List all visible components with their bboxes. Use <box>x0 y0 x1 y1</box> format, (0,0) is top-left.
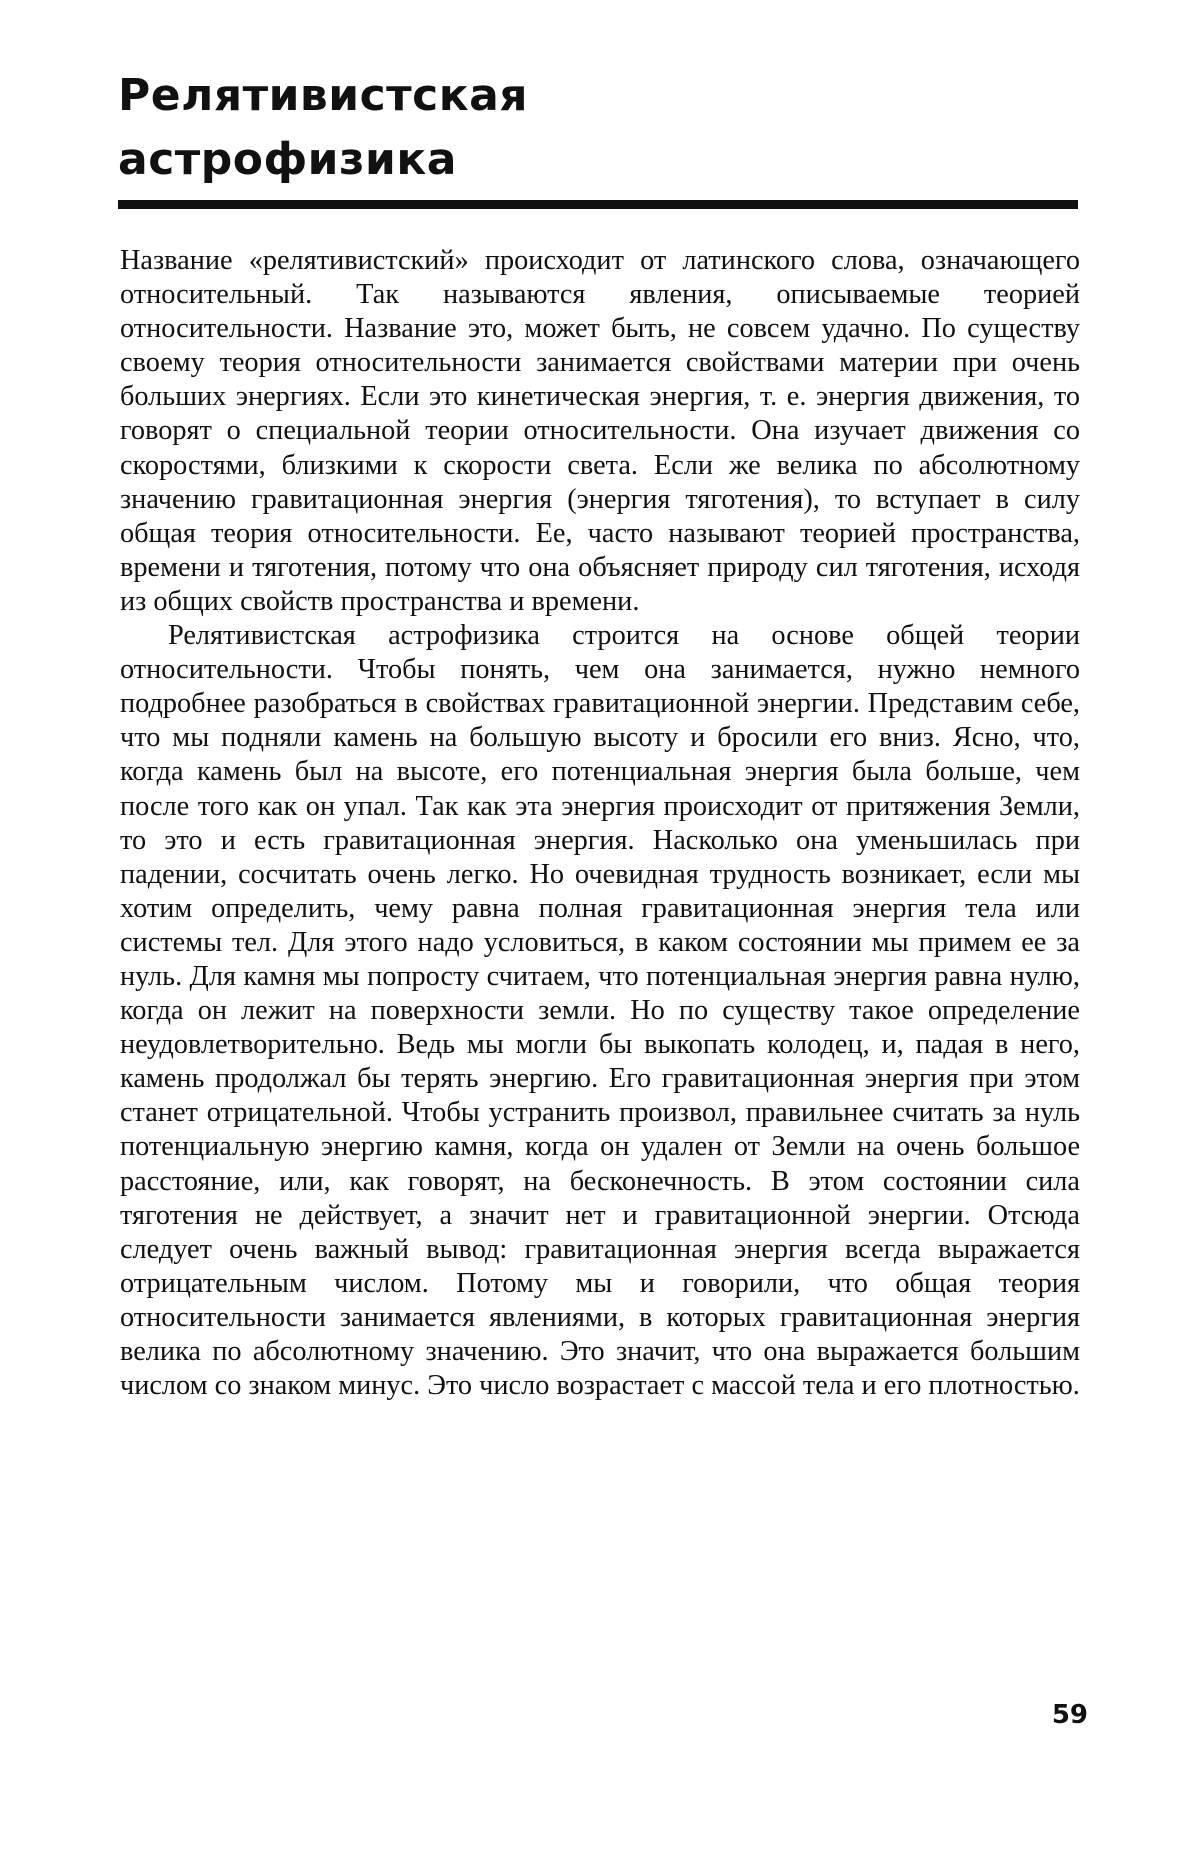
paragraph-2: Релятивистская астрофизика строится на основе общей теории относительности. Чтобы понять, чем она занимается, нужно немного подробнее разобраться в свойствах гравитационной энергии. Представим себе, что мы подняли камень на большую высоту и бросили его вниз. Ясно, что, когда камень был на высоте, его потенциальная энергия была больше, чем после того как он упал. Так как эта энергия происходит от притяжения Земли, то это и есть гравитационная энергия. Насколько она уменьшилась при падении, сосчитать очень легко. Но очевидная трудность возникает, если мы хотим определить, чему равна полная гравитационная энергия тела или системы тел. Для этого надо условиться, в каком состоянии мы примем ее за нуль. Для камня мы попросту считаем, что потенциальная энергия равна нулю, когда он лежит на поверхности земли. Но по существу такое определение неудовлетворительно. Ведь мы могли бы выкопать колодец, и, падая в него, камень продолжал бы терять энергию. Его гравитационная энергия при этом станет отрицательной. Чтобы устранить произвол, правильнее считать за нуль потенциальную энергию камня, когда он удален от Земли на очень большое расстояние, или, как говорят, на бесконечность. В этом состоянии сила тяготения не действует, а значит нет и гравитационной энергии. Отсюда следует очень важный вывод: гравитационная энергия всегда выражается отрицательным числом. Потому мы и говорили, что общая теория относительности занимается явлениями, в которых гравитационная энергия велика по абсолютному значению. Это значит, что она выражается большим числом со знаком минус. Это число возрастает с массой тела и его плотностью. <box>120 620 1080 1402</box>
chapter-heading-line-1: Релятивистская <box>118 70 529 121</box>
heading-divider <box>118 200 1078 209</box>
body-text <box>120 244 1080 1403</box>
chapter-heading-line-2: астрофизика <box>118 134 457 185</box>
chapter-heading <box>118 64 1078 192</box>
paragraph-1: Название «релятивистский» происходит от латинского слова, означающего относительный. Так называются явления, описываемые теорией относительности. Название это, может быть, не совсем удачно. По существу своему теория относительности занимается свойствами материи при очень больших энергиях. Если это кинетическая энергия, т. е. энергия движения, то говорят о специальной теории относительности. Она изучает движения со скоростями, близкими к скорости света. Если же велика по абсолютному значению гравитационная энергия (энергия тяготения), то вступает в силу общая теория относительности. Ее, часто называют теорией пространства, времени и тяготения, потому что она объясняет природу сил тяготения, исходя из общих свойств пространства и времени. <box>120 245 1080 617</box>
page-number: 59 <box>1051 1700 1088 1730</box>
